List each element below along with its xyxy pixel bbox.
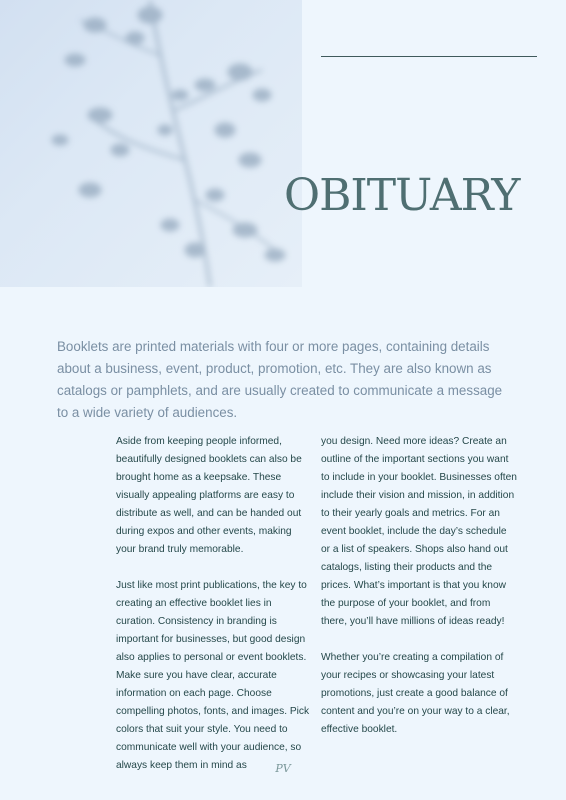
monogram-logo: PV [275, 762, 291, 775]
right-column [321, 433, 517, 757]
left-column [116, 433, 312, 793]
title-divider [321, 56, 537, 57]
page-title: OBITUARY [284, 170, 520, 221]
body-paragraph: Just like most print publications, the key to creating an effective booklet lies in curation. Consistency in branding is important for businesses, but good design also applies to personal or event booklets. Make sure you have clear, accurate information on each page. Choose compelling photos, fonts, and images. Pick colors that suit your style. You need to communicate well with your audience, so always keep them in mind as [116, 580, 310, 771]
body-paragraph: Whether you’re creating a compilation of your recipes or showcasing your latest promotions, just create a good balance of content and you’re on your way to a clear, effective booklet. [321, 652, 510, 735]
body-paragraph: you design. Need more ideas? Create an outline of the important sections you want to include in your booklet. Businesses often include their vision and mission, in addition to their yearly goals and metrics. For an event booklet, include the day’s schedule or a list of speakers. Shops also hand out catalogs, listing their products and the prices. What’s important is that you know the purpose of your booklet, and from there, you’ll have millions of ideas ready! [321, 436, 517, 627]
body-paragraph: Aside from keeping people informed, beautifully designed booklets can also be brought home as a keepsake. These visually appealing platforms are easy to distribute as well, and can be handed out during expos and other events, making your brand truly memorable. [116, 436, 302, 555]
flower-shadow-photo [0, 0, 302, 287]
intro-paragraph: Booklets are printed materials with four or more pages, containing details about a business, event, product, promotion, etc. They are also known as catalogs or pamphlets, and are usually created to communicate a message to a wide variety of audiences. [57, 339, 503, 420]
